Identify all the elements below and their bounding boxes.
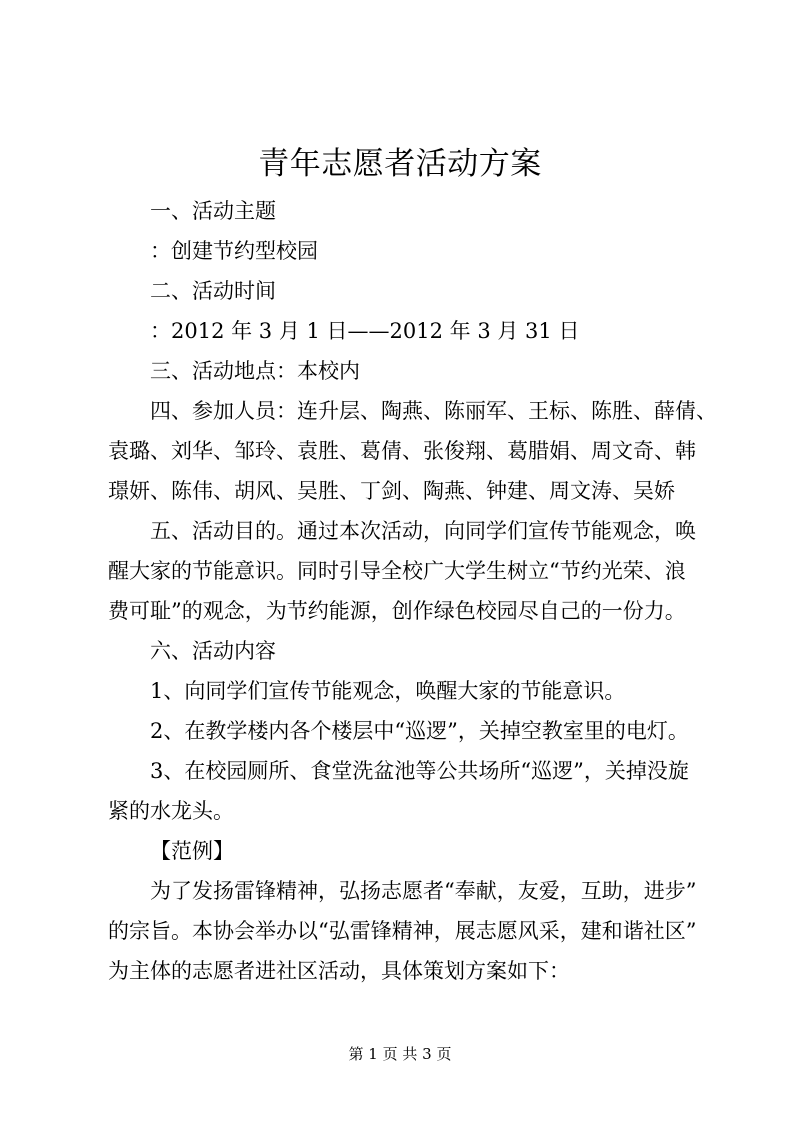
section-heading-time: 二、活动时间 — [150, 279, 276, 303]
participants-line-1: 四、参加人员：连升层、陶燕、陈丽军、王标、陈胜、薛倩、 — [150, 399, 717, 423]
content-item-1: 1、向同学们宣传节能观念，唤醒大家的节能意识。 — [150, 679, 626, 703]
example-heading: 【范例】 — [150, 839, 234, 863]
purpose-line-3: 费可耻”的观念，为节约能源，创作绿色校园尽自己的一份力。 — [108, 599, 686, 623]
theme-text: ：创建节约型校园 — [150, 239, 318, 263]
participants-line-3: 璟妍、陈伟、胡风、吴胜、丁剑、陶燕、钟建、周文涛、吴娇 — [108, 479, 675, 503]
content-item-3-line-1: 3、在校园厕所、食堂洗盆池等公共场所“巡逻”，关掉没旋 — [150, 759, 689, 783]
example-line-2: 的宗旨。本协会举办以“弘雷锋精神，展志愿风采，建和谐社区” — [108, 919, 697, 943]
example-line-3: 为主体的志愿者进社区活动，具体策划方案如下： — [108, 959, 570, 983]
content-item-2: 2、在教学楼内各个楼层中“巡逻”，关掉空教室里的电灯。 — [150, 719, 689, 743]
time-text: ：2012 年 3 月 1 日——2012 年 3 月 31 日 — [150, 319, 580, 343]
example-line-1: 为了发扬雷锋精神，弘扬志愿者“奉献，友爱，互助，进步” — [150, 879, 697, 903]
section-heading-theme: 一、活动主题 — [150, 199, 276, 223]
page-footer: 第 1 页 共 3 页 — [348, 1045, 452, 1063]
section-heading-content: 六、活动内容 — [150, 639, 276, 663]
content-item-3-line-2: 紧的水龙头。 — [108, 799, 234, 823]
purpose-line-2: 醒大家的节能意识。同时引导全校广大学生树立“节约光荣、浪 — [108, 559, 686, 583]
purpose-line-1: 五、活动目的。通过本次活动，向同学们宣传节能观念，唤 — [150, 519, 696, 543]
section-heading-location: 三、活动地点：本校内 — [150, 359, 360, 383]
document-title: 青年志愿者活动方案 — [258, 146, 542, 182]
participants-line-2: 袁璐、刘华、邹玲、袁胜、葛倩、张俊翔、葛腊娟、周文奇、韩 — [108, 439, 696, 463]
